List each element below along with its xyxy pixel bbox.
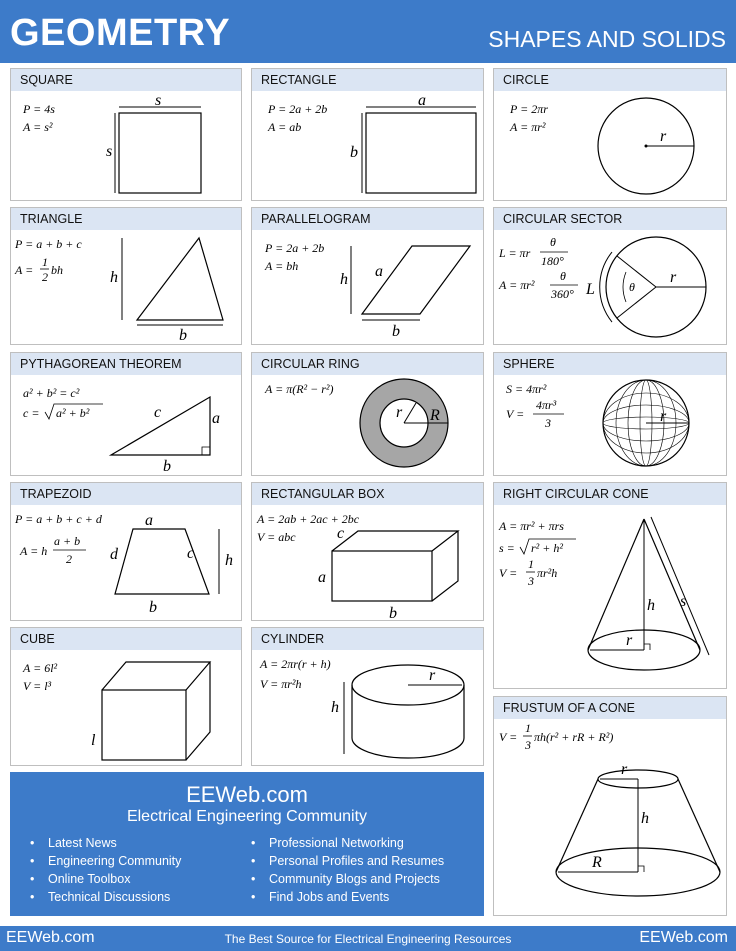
side-label: b [149, 599, 157, 616]
radius-label: r [626, 632, 633, 649]
formula: V = πr²h [260, 677, 302, 691]
angle-label: θ [629, 280, 635, 294]
base-label: b [179, 327, 187, 344]
panel-title: PYTHAGOREAN THEOREM [11, 353, 241, 375]
formula: V = abc [257, 530, 296, 544]
trapezoid-shape [115, 529, 209, 594]
formula: V = [499, 730, 518, 744]
radius-line [617, 256, 656, 287]
pythagorean-figure [11, 375, 241, 476]
formula: V = l³ [23, 679, 52, 693]
panel-right-circular-cone [493, 482, 727, 689]
footer-tagline: The Best Source for Electrical Engineering Resources [224, 932, 512, 946]
sqrt-radicand: a² + b² [56, 406, 90, 420]
formula: P = 4s [23, 102, 55, 116]
formula: P = a + b + c [15, 237, 82, 251]
fraction-numerator: a + b [54, 534, 81, 548]
panel-frustum-of-a-cone [493, 696, 727, 916]
sqrt-radicand: r² + h² [531, 541, 563, 555]
formula: a² + b² = c² [23, 386, 80, 400]
panel-title: RECTANGLE [252, 69, 483, 91]
formula: A = π(R² − r²) [265, 382, 334, 396]
panel-circular-ring [251, 352, 484, 476]
square-shape [119, 113, 201, 193]
fraction-numerator: 1 [528, 557, 534, 571]
fraction-numerator: 4πr³ [536, 398, 557, 412]
radius-label: R [592, 854, 602, 871]
panel-title: PARALLELOGRAM [252, 208, 483, 230]
formula: A = ab [268, 120, 302, 134]
triangle-shape [137, 238, 223, 320]
fraction-denominator: 3 [525, 738, 531, 752]
panel-circle [493, 68, 727, 201]
side-label: a [212, 410, 220, 427]
arc-label: L [586, 281, 595, 298]
panel-pythagorean-theorem [10, 352, 242, 476]
formula: A = s² [23, 120, 53, 134]
promo-list-left [30, 834, 181, 906]
side-label: a [145, 512, 153, 529]
edge-label: l [91, 732, 96, 749]
formula: A = [15, 263, 34, 277]
formula: A = πr² [499, 278, 535, 292]
circle-figure [494, 91, 726, 201]
list-item: • Professional Networking [251, 834, 444, 852]
panel-title: RIGHT CIRCULAR CONE [494, 483, 726, 505]
list-item: • Technical Discussions [30, 888, 181, 906]
height-label: h [647, 597, 655, 614]
panel-square [10, 68, 242, 201]
formula: P = 2a + 2b [265, 241, 325, 255]
cylinder-figure [252, 650, 483, 766]
list-item: • Online Toolbox [30, 870, 181, 888]
panel-parallelogram [251, 207, 484, 345]
sphere-figure [494, 375, 726, 476]
formula: P = 2πr [510, 102, 548, 116]
formula: c = [23, 406, 40, 420]
side-label: s [106, 143, 113, 160]
list-item: • Latest News [30, 834, 181, 852]
height-label: h [331, 699, 339, 716]
panel-title: TRAPEZOID [11, 483, 241, 505]
formula: s = [499, 541, 515, 555]
triangle-figure [11, 230, 241, 345]
cube-figure [11, 650, 241, 766]
formula: A = 2πr(r + h) [260, 657, 331, 671]
panel-title: FRUSTUM OF A CONE [494, 697, 726, 719]
edge-label: b [389, 605, 397, 621]
outer-radius-label: R [430, 407, 440, 424]
rectangle-figure [252, 91, 483, 201]
sector-figure [494, 230, 726, 345]
fraction-denominator: 180° [541, 254, 564, 268]
panel-trapezoid [10, 482, 242, 621]
list-item: • Personal Profiles and Resumes [251, 852, 444, 870]
height-label: h [641, 810, 649, 827]
panel-circular-sector [493, 207, 727, 345]
fraction-denominator: 3 [528, 574, 534, 588]
center-point [645, 145, 648, 148]
formula: A = πr² + πrs [499, 519, 564, 533]
footer-bar [0, 926, 736, 951]
cone-figure [494, 505, 726, 689]
fraction-denominator: 360° [551, 287, 574, 301]
trapezoid-figure [11, 505, 241, 621]
rectangle-shape [366, 113, 476, 193]
formula: πr²h [537, 566, 558, 580]
side-label: d [110, 546, 118, 563]
hypotenuse-label: c [154, 404, 162, 421]
right-angle-mark [638, 866, 644, 872]
fraction-denominator: 2 [42, 270, 48, 284]
page-title: GEOMETRY [10, 12, 231, 54]
panel-rectangle [251, 68, 484, 201]
promo-subtitle: Electrical Engineering Community [126, 808, 368, 825]
fraction-numerator: 1 [42, 255, 48, 269]
right-angle-mark [644, 644, 650, 650]
formula: V = [499, 566, 518, 580]
panel-title: SPHERE [494, 353, 726, 375]
side-label: a [418, 92, 426, 109]
formula: πh(r² + rR + R²) [534, 730, 614, 744]
formula: A = 6l² [23, 661, 58, 675]
cylinder-shape [352, 665, 464, 758]
square-figure [11, 91, 241, 201]
panel-rectangular-box [251, 482, 484, 621]
promo-list-right [251, 834, 444, 906]
box-figure [252, 505, 483, 621]
fraction-numerator: 1 [525, 721, 531, 735]
fraction-numerator: θ [560, 269, 566, 283]
panel-title: CIRCLE [494, 69, 726, 91]
right-angle-mark [202, 447, 210, 455]
panel-cube [10, 627, 242, 766]
radius-label: r [660, 128, 667, 145]
side-label: c [187, 545, 195, 562]
height-label: h [340, 271, 348, 288]
formula: A = bh [265, 259, 299, 273]
panel-title: SQUARE [11, 69, 241, 91]
height-label: h [225, 552, 233, 569]
fraction-numerator: θ [550, 235, 556, 249]
fraction-denominator: 3 [545, 416, 551, 430]
edge-label: c [337, 525, 345, 542]
panel-title: TRIANGLE [11, 208, 241, 230]
panel-title: RECTANGULAR BOX [252, 483, 483, 505]
radius-label: r [670, 269, 677, 286]
promo-title[interactable]: EEWeb.com [186, 782, 308, 807]
panel-title: CYLINDER [252, 628, 483, 650]
footer-right-link[interactable]: EEWeb.com [639, 929, 728, 946]
edge-label: a [318, 569, 326, 586]
box-shape [332, 531, 458, 601]
panel-triangle [10, 207, 242, 345]
angle-arc [623, 272, 626, 302]
formula: bh [51, 263, 63, 277]
panel-title: CIRCULAR RING [252, 353, 483, 375]
panel-cylinder [251, 627, 484, 766]
ring-figure [252, 375, 483, 476]
base-label: b [392, 323, 400, 340]
formula: L = πr [499, 246, 531, 260]
footer-left-link[interactable]: EEWeb.com [6, 929, 95, 946]
slant-label: s [680, 593, 687, 610]
side-label: b [350, 144, 358, 161]
formula: P = a + b + c + d [15, 512, 102, 526]
promo-box [10, 772, 484, 916]
side-label: a [375, 263, 383, 280]
list-item: • Find Jobs and Events [251, 888, 444, 906]
panel-title: CIRCULAR SECTOR [494, 208, 726, 230]
parallelogram-shape [362, 246, 470, 314]
formula: S = 4πr² [506, 382, 547, 396]
formula: P = 2a + 2b [268, 102, 328, 116]
radius-label: r [429, 667, 436, 684]
radius-label: r [621, 761, 628, 778]
panel-sphere [493, 352, 727, 476]
cube-shape [102, 662, 210, 760]
fraction-denominator: 2 [66, 552, 72, 566]
formula: V = [506, 407, 525, 421]
list-item: • Engineering Community [30, 852, 181, 870]
radius-line [617, 287, 656, 318]
side-label: s [155, 92, 162, 109]
height-label: h [110, 269, 118, 286]
formula: A = 2ab + 2ac + 2bc [257, 512, 360, 526]
page-subtitle: SHAPES AND SOLIDS [488, 26, 726, 52]
formula: A = πr² [510, 120, 546, 134]
radius-label: r [660, 408, 667, 425]
side-label: b [163, 458, 171, 475]
header-banner [0, 0, 736, 63]
parallelogram-figure [252, 230, 483, 345]
frustum-figure [494, 719, 726, 916]
formula: A = h [20, 544, 48, 558]
panel-title: CUBE [11, 628, 241, 650]
list-item: • Community Blogs and Projects [251, 870, 444, 888]
inner-radius-label: r [396, 404, 403, 421]
